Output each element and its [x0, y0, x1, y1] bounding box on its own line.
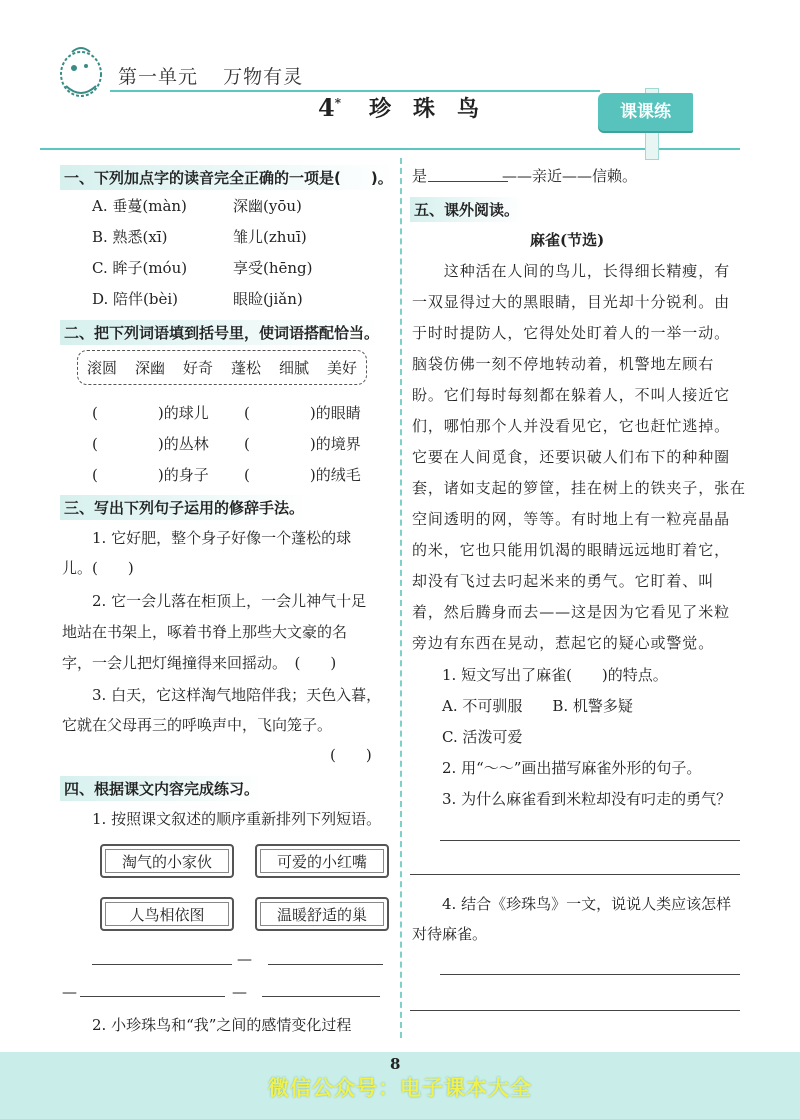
q3-line: 儿。( ): [62, 559, 134, 577]
passage-line: 的米，它也只能用饥渴的眼睛远远地盯着它，: [412, 541, 731, 559]
word-item: 蓬松: [230, 359, 261, 377]
answer-line[interactable]: [440, 974, 740, 975]
q1-option-d2: 眼睑(jiǎn): [233, 290, 303, 308]
phrase-plaque: 人鸟相依图: [100, 897, 234, 931]
q1-option-c: C. 眸子(móu): [92, 259, 188, 277]
unit-heading: [118, 62, 321, 89]
q3-line: 字，一会儿把灯绳撞得来回摇动。 ( ): [62, 654, 337, 672]
word-item: 滚圆: [86, 359, 117, 377]
passage-line: 这种活在人间的鸟儿，长得细长精瘦，有: [412, 262, 731, 280]
q5-options-ab[interactable]: A. 不可驯服 B. 机警多疑: [442, 697, 633, 715]
q1-option-b2: 雏儿(zhuī): [233, 228, 307, 246]
passage-line: 一双显得过大的黑眼睛，目光却十分锐利。由: [412, 293, 731, 311]
unit-title: 万物有灵: [223, 66, 304, 88]
q1-option-c2: 享受(hēng): [233, 259, 313, 277]
practice-badge: 课课练: [598, 93, 693, 131]
q1-option-a: A. 垂蔓(màn): [92, 197, 187, 215]
q1-option-d: D. 陪伴(bèi): [92, 290, 179, 308]
word-item: 深幽: [134, 359, 165, 377]
answer-line[interactable]: [262, 996, 380, 997]
passage-line: 旁边有东西在晃动，惹起它的疑心或警觉。: [412, 634, 715, 652]
page-number: 8: [390, 1055, 401, 1073]
watermark: 微信公众号：电子课本大全: [268, 1076, 532, 1100]
answer-line[interactable]: [410, 874, 740, 875]
unit-label: 第一单元: [118, 66, 199, 88]
lesson-title: 珍珠鸟: [368, 97, 501, 122]
phrase-plaque: 淘气的小家伙: [100, 844, 234, 878]
passage-line: 脑袋仿佛一刻不停地转动着，机警地左顾右: [412, 355, 715, 373]
q3-title: 三、写出下列句子运用的修辞手法。: [60, 495, 308, 520]
order-arrow: —: [62, 983, 77, 1001]
q4-title: 四、根据课文内容完成练习。: [60, 776, 263, 801]
passage-line: 却没有飞过去叼起米来的勇气。它盯着、叫: [412, 572, 715, 590]
passage-line: 它要在人间觅食，还要识破人们布下的种种圈: [412, 448, 731, 466]
q1-title: 一、下列加点字的读音完全正确的一项是( )。: [60, 165, 397, 190]
order-arrow: —: [237, 950, 252, 968]
passage-line: 着，然后腾身而去——这是因为它看见了米粒: [412, 603, 731, 621]
passage-line: 空间透明的网，等等。有时地上有一粒亮晶晶: [412, 510, 731, 528]
q5-option-c[interactable]: C. 活泼可爱: [442, 728, 523, 746]
passage-line: 于时时提防人，它得处处盯着人的一举一动。: [412, 324, 731, 342]
q5-question-4-cont: 对待麻雀。: [412, 925, 488, 943]
q2-blank[interactable]: ( )的丛林: [92, 435, 209, 453]
q1-option-a2: 深幽(yōu): [233, 197, 302, 215]
q2-word-bank: [77, 350, 367, 385]
phrase-plaque: 温暖舒适的巢: [255, 897, 389, 931]
q2-blank[interactable]: ( )的境界: [244, 435, 361, 453]
passage-title: 麻雀(节选): [530, 231, 605, 249]
q2-blank[interactable]: ( )的身子: [92, 466, 209, 484]
word-item: 好奇: [182, 359, 213, 377]
q5-question-2: 2. 用“～～”画出描写麻雀外形的句子。: [442, 759, 702, 777]
q2-blank[interactable]: ( )的眼睛: [244, 404, 361, 422]
answer-line[interactable]: [428, 181, 508, 182]
q2-blank[interactable]: ( )的球儿: [92, 404, 209, 422]
phrase-plaque: 可爱的小红嘴: [255, 844, 389, 878]
column-divider: [400, 158, 402, 1038]
q4-sub2: 2. 小珍珠鸟和“我”之间的感情变化过程: [92, 1016, 352, 1034]
answer-line[interactable]: [92, 964, 232, 965]
q5-question-1: 1. 短文写出了麻雀( )的特点。: [442, 666, 668, 684]
word-item: 美好: [326, 359, 357, 377]
q3-line: ( ): [330, 746, 372, 764]
q3-line: 2. 它一会儿落在柜顶上，一会儿神气十足: [92, 592, 367, 610]
order-arrow: —: [232, 983, 247, 1001]
answer-line[interactable]: [80, 996, 225, 997]
q5-title: 五、课外阅读。: [410, 197, 523, 222]
lesson-number: 4*: [318, 93, 341, 122]
q4-continuation: 是 ——亲近——信赖。: [412, 167, 638, 185]
answer-line[interactable]: [440, 840, 740, 841]
q4-sub1: 1. 按照课文叙述的顺序重新排列下列短语。: [92, 810, 382, 828]
word-item: 细腻: [278, 359, 309, 377]
header-rule-bottom: [40, 148, 740, 150]
q3-line: 地站在书架上，啄着书脊上那些大文豪的名: [62, 623, 348, 641]
q1-option-b: B. 熟悉(xī): [92, 228, 168, 246]
q3-line: 3. 白天，它这样淘气地陪伴我；天色入暮，: [92, 686, 382, 704]
q2-title: 二、把下列词语填到括号里，使词语搭配恰当。: [60, 320, 383, 345]
answer-line[interactable]: [268, 964, 383, 965]
passage-line: 套，诸如支起的箩筐，挂在树上的铁夹子，张在: [412, 479, 746, 497]
q5-question-4: 4. 结合《珍珠鸟》一文，说说人类应该怎样: [442, 895, 732, 913]
q3-line: 1. 它好肥，整个身子好像一个蓬松的球: [92, 529, 352, 547]
q2-blank[interactable]: ( )的绒毛: [244, 466, 361, 484]
unit-logo-icon: [52, 42, 110, 104]
passage-line: 们，哪怕那个人并没看见它，它也赶忙逃掉。: [412, 417, 731, 435]
lesson-heading: [318, 92, 501, 123]
q3-line: 它就在父母再三的呼唤声中，飞向笼子。: [62, 716, 333, 734]
answer-line[interactable]: [410, 1010, 740, 1011]
passage-line: 盼。它们每时每刻都在躲着人，不叫人接近它: [412, 386, 731, 404]
q5-question-3: 3. 为什么麻雀看到米粒却没有叼走的勇气？: [442, 790, 732, 808]
